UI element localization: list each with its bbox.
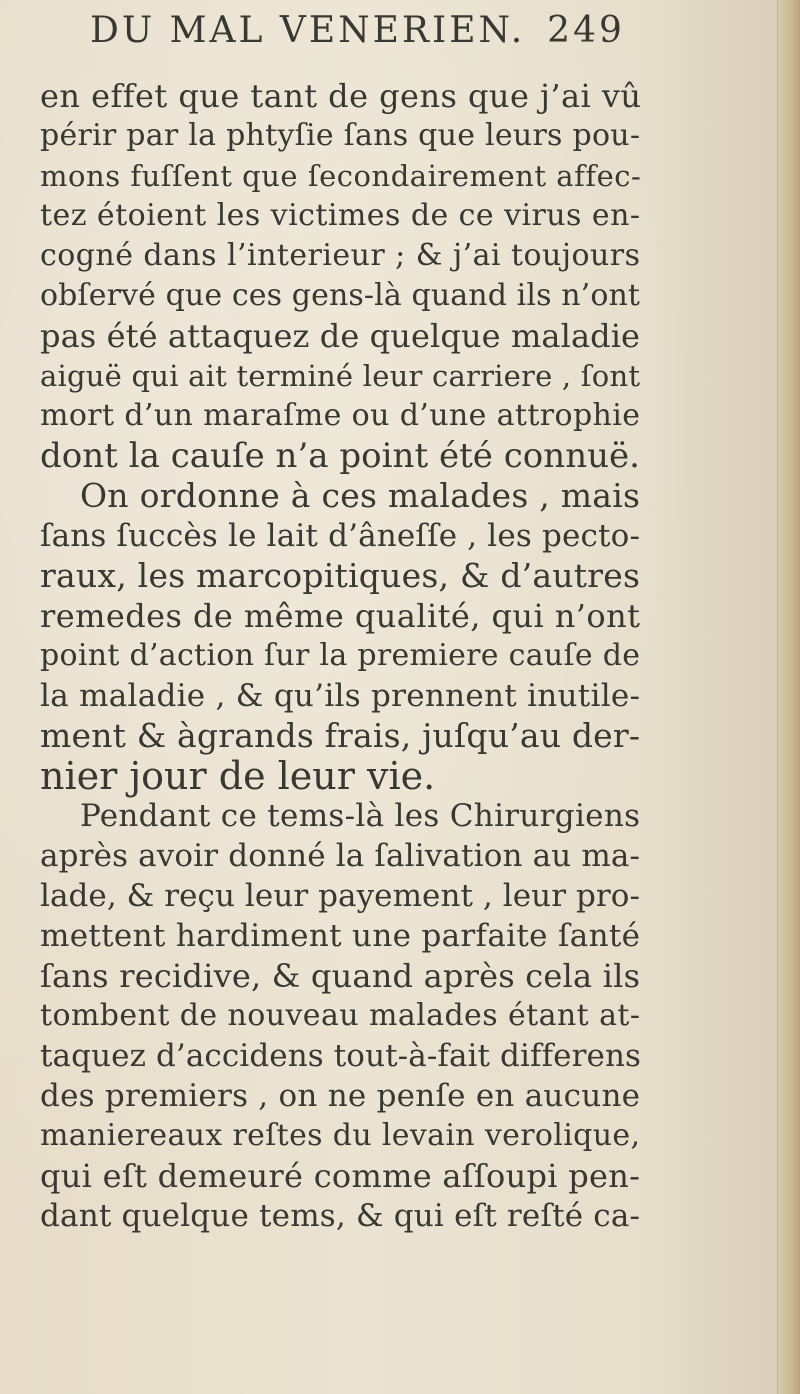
text-line: maniereaux reſtes du levain verolique, xyxy=(40,1118,641,1153)
text-line: après avoir donné la ſalivation au ma- xyxy=(40,838,641,874)
running-title: DU MAL VENERIEN. xyxy=(90,10,526,51)
text-line: en effet que tant de gens que j’ai vû xyxy=(40,77,642,115)
text-line: taquez d’accidens tout-à-fait differens xyxy=(40,1038,642,1074)
text-line: remedes de même qualité, qui n’ont xyxy=(40,597,641,635)
text-line: lade, & reçu leur payement , leur pro- xyxy=(40,878,641,914)
text-line: point d’action ſur la premiere cauſe de xyxy=(40,638,641,673)
text-line: dant quelque tems, & qui eſt reſté ca- xyxy=(40,1198,641,1234)
paragraph-start-line: On ordonne à ces malades , mais xyxy=(80,476,641,515)
text-line: dont la cauſe n’a point été connuë. xyxy=(40,436,641,476)
text-line: qui eſt demeuré comme aſſoupi pen- xyxy=(40,1157,641,1195)
text-line: nier jour de leur vie. xyxy=(40,754,436,798)
text-line: mort d’un maraſme ou d’une attrophie xyxy=(40,398,641,433)
text-line: ſans ſuccès le lait d’âneſſe , les pecto- xyxy=(40,518,641,554)
text-line: la maladie , & qu’ils prennent inutile- xyxy=(40,678,641,714)
text-line: mettent hardiment une parfaite ſanté xyxy=(40,918,641,954)
text-line: cogné dans l’interieur ; & j’ai toujours xyxy=(40,238,641,273)
paragraph-start-line: Pendant ce tems-là les Chirurgiens xyxy=(80,798,641,834)
text-line: ſans recidive, & quand après cela ils xyxy=(40,957,641,995)
text-line: tez étoient les victimes de ce virus en- xyxy=(40,198,641,233)
running-header xyxy=(90,10,650,70)
page-edge xyxy=(777,0,800,1394)
text-line: aiguë qui ait terminé leur carriere , ſont xyxy=(40,359,641,393)
text-line: tombent de nouveau malades étant at- xyxy=(40,998,641,1033)
text-line: des premiers , on ne penſe en aucune xyxy=(40,1078,641,1114)
text-line: mons fuſſent que ſecondairement affec- xyxy=(40,159,642,193)
page-number: 249 xyxy=(547,10,625,51)
text-line: périr par la phtyſie ſans que leurs pou- xyxy=(40,118,641,153)
text-line: obſervé que ces gens-là quand ils n’ont xyxy=(40,278,641,313)
text-line: pas été attaquez de quelque maladie xyxy=(40,317,641,355)
text-line: raux, les marcopitiques, & d’autres xyxy=(40,556,641,595)
text-line: ment & àgrands frais, juſqu’au der- xyxy=(40,716,641,755)
